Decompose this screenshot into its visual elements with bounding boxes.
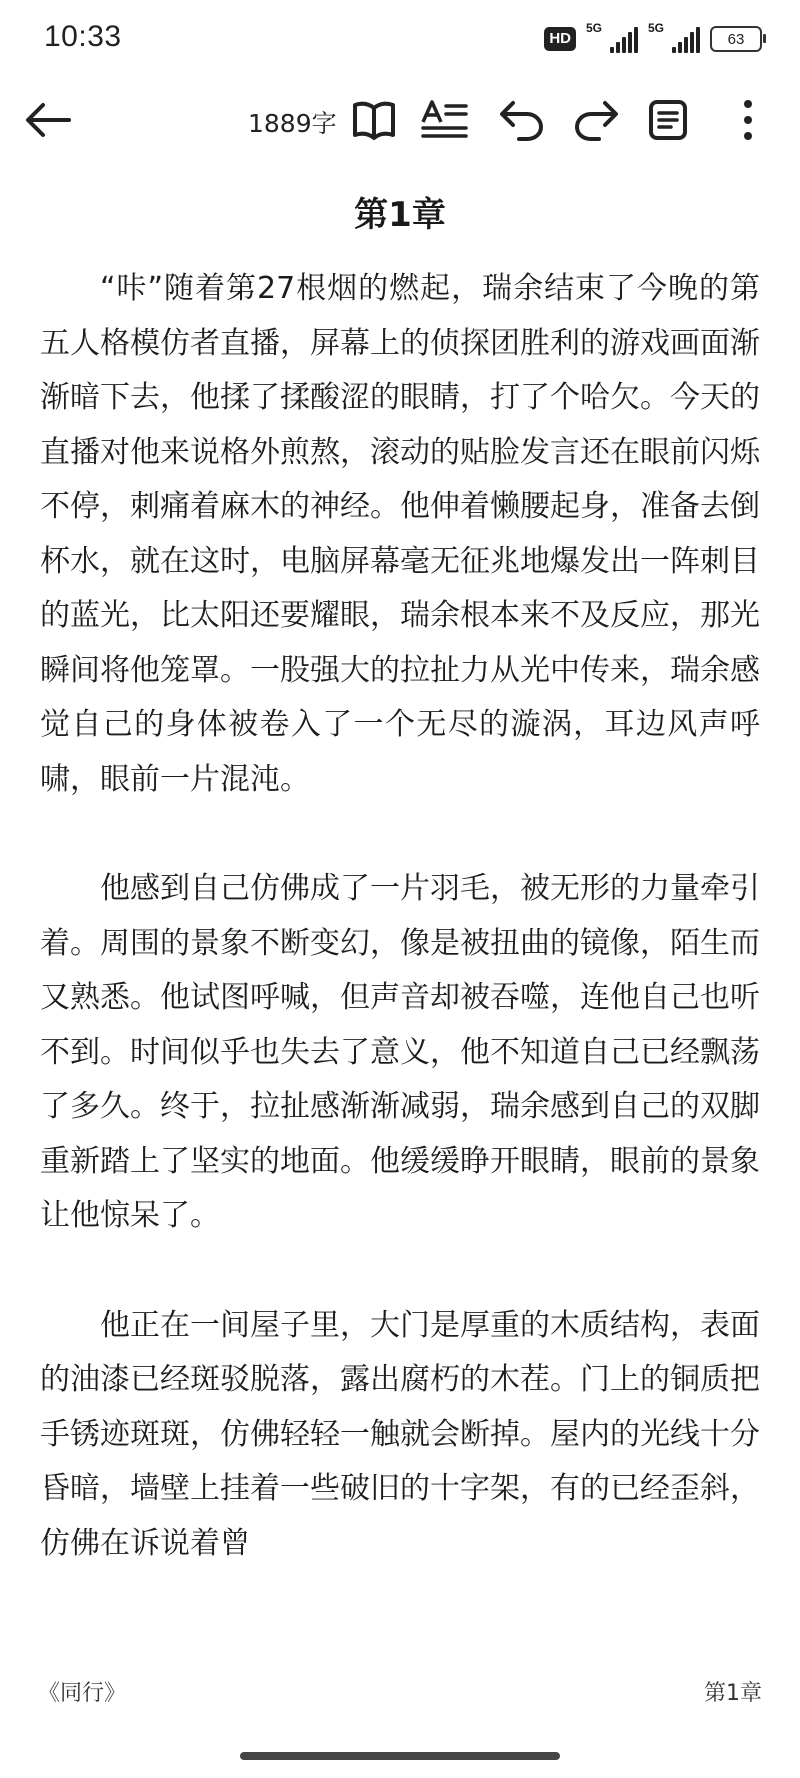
reader-toolbar bbox=[0, 80, 800, 160]
chapter-content[interactable] bbox=[40, 190, 760, 1626]
home-indicator[interactable] bbox=[240, 1752, 560, 1760]
network-type-label-2: 5G bbox=[648, 21, 665, 35]
open-book-icon[interactable] bbox=[346, 92, 402, 148]
text-format-icon[interactable] bbox=[416, 92, 472, 148]
back-arrow-icon[interactable] bbox=[20, 92, 76, 148]
current-chapter-label: 第1章 bbox=[704, 1681, 762, 1706]
chapter-paragraph: 他感到自己仿佛成了一片羽毛，被无形的力量牵引着。周围的景象不断变幻，像是被扭曲的镜像，陌生而又熟悉。他试图呼喊，但声音却被吞噬，连他自己也听不到。时间似乎也失去了意义，他不知道自己已经飘荡了多久。终于，拉扯感渐渐减弱，瑞余感到自己的双脚重新踏上了坚实的地面。他缓缓睁开眼睛，眼前的景象让他惊呆了。 bbox=[40, 871, 760, 1233]
chapter-title: 第1章 bbox=[354, 195, 446, 235]
book-title: 《同行》 bbox=[38, 1681, 127, 1706]
battery-icon: 63 bbox=[710, 26, 762, 52]
document-icon[interactable] bbox=[640, 92, 696, 148]
network-type-label: 5G bbox=[586, 21, 603, 35]
hd-voice-icon: HD bbox=[544, 27, 576, 51]
chapter-paragraph: 他正在一间屋子里，大门是厚重的木质结构，表面的油漆已经斑驳脱落，露出腐朽的木茬。门上的铜质把手锈迹斑斑，仿佛轻轻一触就会断掉。屋内的光线十分昏暗，墙壁上挂着一些破旧的十字架，有的已经歪斜，仿佛在诉说着曾 bbox=[40, 1307, 760, 1561]
status-bar bbox=[0, 0, 800, 80]
chapter-paragraph: “咔”随着第27根烟的燃起，瑞余结束了今晚的第五人格模仿者直播，屏幕上的侦探团胜利的游戏画面渐渐暗下去，他揉了揉酸涩的眼睛，打了个哈欠。今天的直播对他来说格外煎熬，滚动的贴脸发言还在眼前闪烁不停，刺痛着麻木的神经。他伸着懒腰起身，准备去倒杯水，就在这时，电脑屏幕毫无征兆地爆发出一阵刺目的蓝光，比太阳还要耀眼，瑞余根本来不及反应，那光瞬间将他笼罩。一股强大的拉扯力从光中传来，瑞余感觉自己的身体被卷入了一个无尽的漩涡，耳边风声呼啸，眼前一片混沌。 bbox=[40, 271, 760, 797]
more-vertical-icon[interactable] bbox=[720, 92, 776, 148]
redo-icon[interactable] bbox=[568, 92, 624, 148]
signal-strength-icon bbox=[586, 21, 638, 53]
word-count: 1889字 bbox=[248, 109, 337, 138]
status-indicators bbox=[544, 22, 762, 56]
status-time: 10:33 bbox=[44, 20, 122, 53]
undo-icon[interactable] bbox=[494, 92, 550, 148]
signal-strength-icon-2 bbox=[648, 21, 700, 53]
